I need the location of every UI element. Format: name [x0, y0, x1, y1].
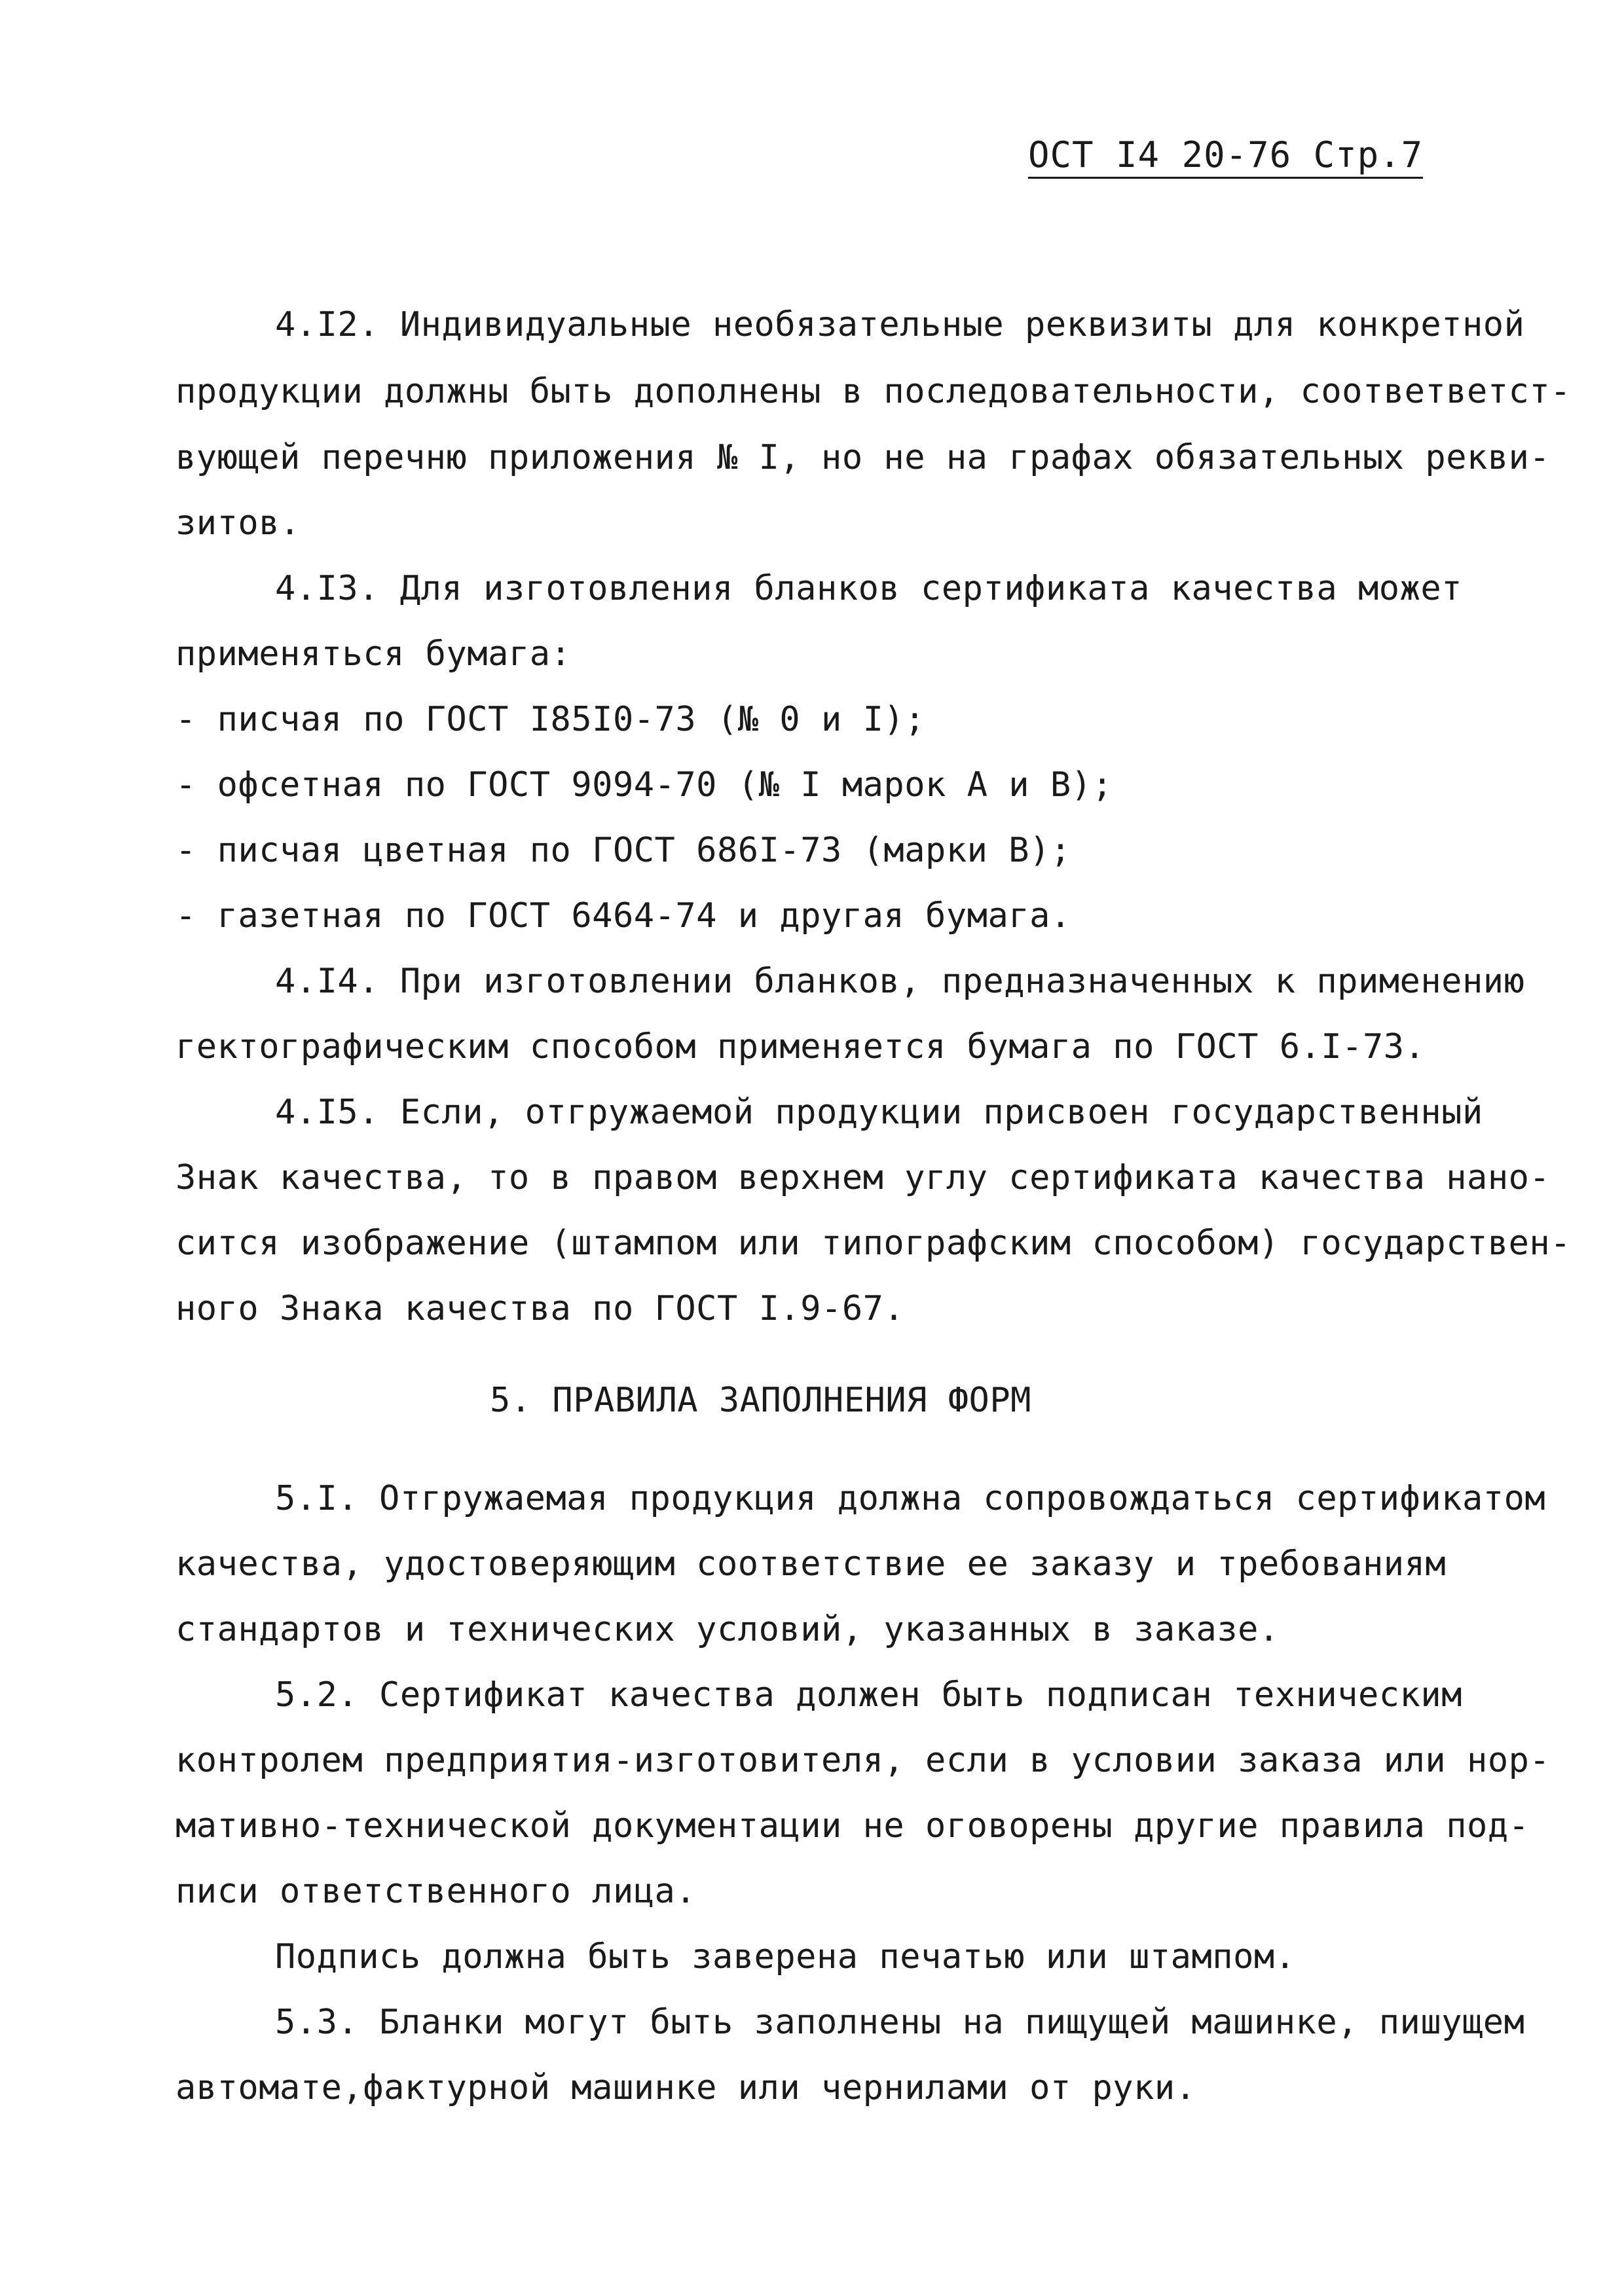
text-line: применяться бумага: [175, 634, 572, 674]
text-line: 5.I. Отгружаемая продукция должна сопровождаться сертификатом [275, 1479, 1546, 1518]
text-line: 5.3. Бланки могут быть заполнены на пищущей машинке, пишущем [275, 2003, 1525, 2042]
text-line: Подпись должна быть заверена печатью или штампом. [275, 1937, 1296, 1977]
text-line: гектографическим способом применяется бумага по ГОСТ 6.I-73. [175, 1027, 1426, 1066]
list-item: - писчая по ГОСТ I85I0-73 (№ 0 и I); [175, 700, 926, 739]
section-heading: 5. ПРАВИЛА ЗАПОЛНЕНИЯ ФОРМ [490, 1381, 1031, 1420]
text-line: 4.I2. Индивидуальные необязательные реквизиты для конкретной [275, 305, 1525, 344]
text-line: вующей перечню приложения № I, но не на графах обязательных рекви- [175, 438, 1551, 477]
text-line: мативно-технической документации не оговорены другие правила под- [175, 1806, 1530, 1846]
text-line: автомате,фактурной машинке или чернилами от руки. [175, 2068, 1196, 2107]
text-line: продукции должны быть дополнены в последовательности, соответветст- [175, 372, 1572, 411]
text-line: контролем предприятия-изготовителя, если в условии заказа или нор- [175, 1741, 1551, 1780]
list-item: - офсетная по ГОСТ 9094-70 (№ I марок А и В); [175, 765, 1113, 805]
document-reference-header: ОСТ I4 20-76 Стр.7 [1028, 134, 1423, 179]
text-line: сится изображение (штампом или типографским способом) государствен- [175, 1224, 1572, 1263]
text-line: писи ответственного лица. [175, 1872, 697, 1911]
text-line: 4.I4. При изготовлении бланков, предназначенных к применению [275, 962, 1525, 1001]
text-line: стандартов и технических условий, указанных в заказе. [175, 1610, 1280, 1649]
text-line: 4.I3. Для изготовления бланков сертификата качества может [275, 569, 1462, 608]
text-line: ного Знака качества по ГОСТ I.9-67. [175, 1289, 905, 1328]
list-item: - писчая цветная по ГОСТ 686I-73 (марки В); [175, 831, 1071, 870]
text-line: 4.I5. Если, отгружаемой продукции присвоен государственный [275, 1093, 1483, 1132]
text-line: 5.2. Сертификат качества должен быть подписан техническим [275, 1675, 1462, 1715]
text-line: зитов. [175, 503, 301, 543]
list-item: - газетная по ГОСТ 6464-74 и другая бумага. [175, 896, 1071, 936]
text-line: Знак качества, то в правом верхнем углу сертификата качества нано- [175, 1158, 1551, 1197]
text-line: качества, удостоверяющим соответствие ее заказу и требованиям [175, 1544, 1447, 1584]
